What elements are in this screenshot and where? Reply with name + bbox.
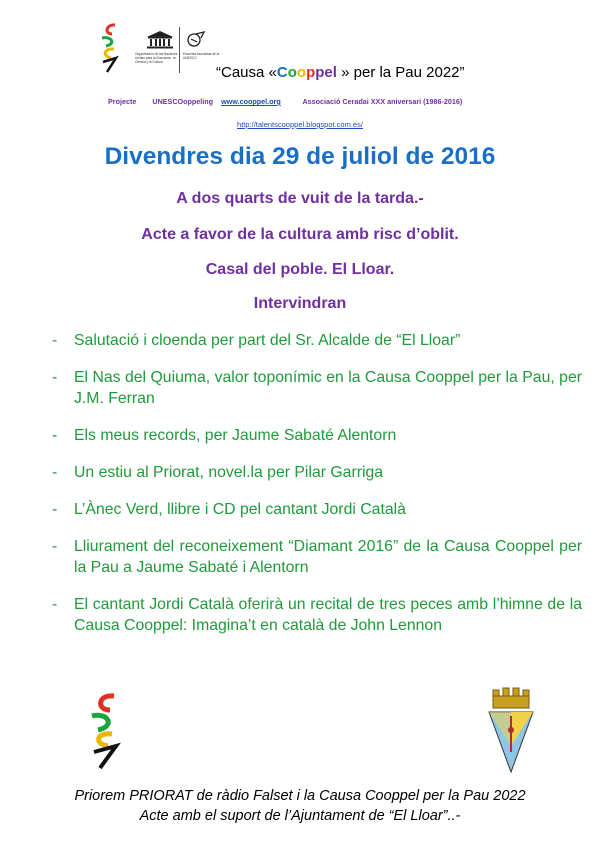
- title-prefix: “Causa «: [216, 64, 277, 81]
- associated-schools-description: Escuelas Asociadas de la UNESCO: [183, 52, 220, 60]
- brand-suffix: pel: [315, 64, 337, 81]
- program-item: - El cantant Jordi Català oferirà un recital de tres peces amb l’himne de la Causa Cooppel: Imagina’t en català de John Lennon: [52, 596, 582, 634]
- cooppel-logo-bottom-icon: [86, 690, 126, 770]
- association-text: Associació Ceradai XXX aniversari (1986-2016): [302, 97, 463, 106]
- website-link[interactable]: www.cooppel.org: [221, 97, 281, 106]
- project-name: UNESCOoppeling: [152, 97, 214, 106]
- unesco-description: Organización de las Naciones Unidas para la Educación, la Ciencia y la Cultura: [135, 52, 178, 64]
- speakers-heading: Intervindran: [253, 295, 347, 312]
- program-item-text: Lliurament del reconeixement “Diamant 2016” de la Causa Cooppel per la Pau a Jaume Sabaté i Alentorn: [74, 538, 582, 576]
- title-suffix: » per la Pau 2022”: [341, 64, 465, 81]
- footer-line-2: Acte amb el suport de l’Ajuntament de “El Lloar”..-: [139, 808, 461, 824]
- event-place: Casal del poble. El Lloar.: [205, 261, 395, 278]
- event-date: Divendres dia 29 de juliol de 2016: [104, 143, 496, 170]
- program-item-text: El cantant Jordi Català oferirà un recital de tres peces amb l’himne de la Causa Cooppel: Imagina’t en català de John Lennon: [74, 596, 582, 634]
- el-lloar-coat-of-arms-icon: [483, 686, 539, 774]
- unesco-logo-icon: [145, 30, 175, 50]
- program-item: - El Nas del Quiuma, valor toponímic en la Causa Cooppel per la Pau, per J.M. Ferran: [52, 369, 582, 407]
- brand-letter-p: p: [306, 64, 316, 81]
- brand-letter-o2: o: [296, 64, 307, 81]
- blog-link[interactable]: http://talentscooppel.blogspot.com.es/: [237, 120, 363, 129]
- brand-letter-c: C: [276, 64, 288, 81]
- footer-line-1: Priorem PRIORAT de ràdio Falset i la Causa Cooppel per la Pau 2022: [74, 788, 526, 804]
- program-item: - Lliurament del reconeixement “Diamant 2016” de la Causa Cooppel per la Pau a Jaume Sabaté i Alentorn: [52, 538, 582, 576]
- event-purpose: Acte a favor de la cultura amb risc d’oblit.: [141, 226, 459, 243]
- program-item-text: Els meus records, per Jaume Sabaté Alentorn: [74, 427, 397, 444]
- associated-schools-logo-icon: [186, 30, 206, 50]
- cooppel-logo-icon: [98, 22, 122, 74]
- header-divider: [179, 27, 180, 73]
- program-item-text: L’Ànec Verd, llibre i CD pel cantant Jordi Català: [74, 501, 406, 518]
- program-item-text: Salutació i cloenda per part del Sr. Alcalde de “El Lloar”: [74, 332, 461, 349]
- header-title: [216, 64, 465, 81]
- project-label: Projecte: [108, 97, 137, 106]
- project-info-row: [108, 97, 462, 106]
- program-item: - L’Ànec Verd, llibre i CD pel cantant Jordi Català: [52, 499, 582, 520]
- program-item-text: Un estiu al Priorat, novel.la per Pilar Garriga: [74, 464, 384, 481]
- program-item-text: El Nas del Quiuma, valor toponímic en la Causa Cooppel per la Pau, per J.M. Ferran: [74, 369, 582, 407]
- program-item: - Un estiu al Priorat, novel.la per Pilar Garriga: [52, 462, 582, 483]
- event-time: A dos quarts de vuit de la tarda.-: [176, 190, 424, 207]
- program-list: [52, 330, 582, 652]
- program-item: - Els meus records, per Jaume Sabaté Alentorn: [52, 425, 582, 446]
- brand-letter-o1: o: [287, 64, 297, 81]
- program-item: - Salutació i cloenda per part del Sr. Alcalde de “El Lloar”: [52, 330, 582, 351]
